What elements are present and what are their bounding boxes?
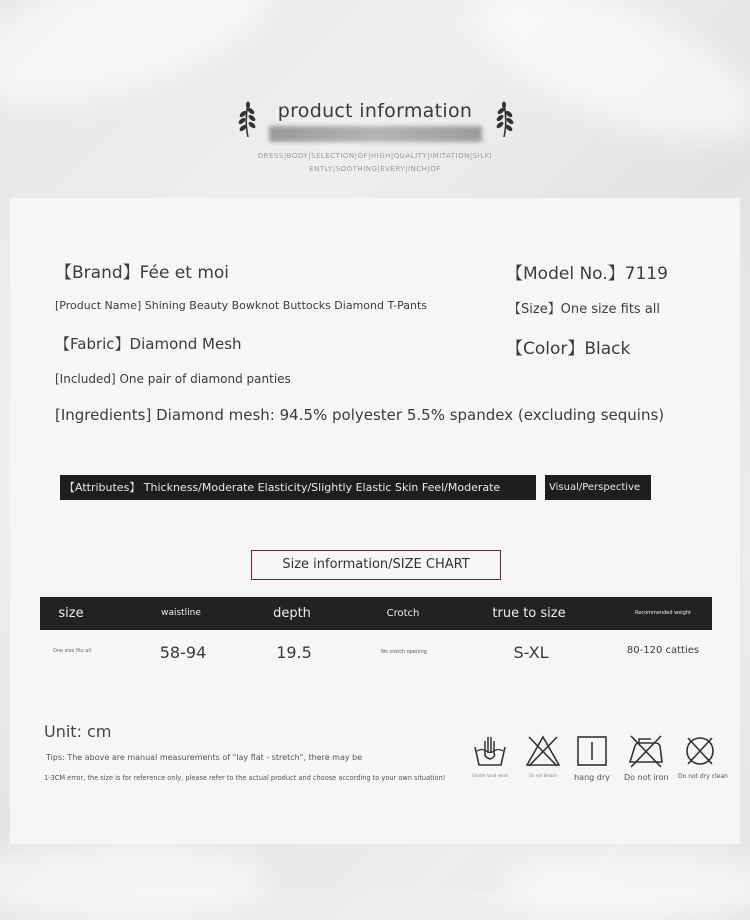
- cell-depth: 19.5: [276, 643, 312, 662]
- cell-crotch: No crotch opening: [381, 649, 427, 655]
- included-text: [Included] One pair of diamond panties: [55, 372, 291, 386]
- do-not-bleach-icon: [525, 733, 561, 769]
- cell-size: One size fits all: [52, 648, 92, 654]
- care-do-not-iron: [624, 733, 668, 782]
- tip-line-1: Tips: The above are manual measurements of "lay flat - stretch", there may be: [46, 753, 363, 762]
- header-depth: depth: [273, 606, 311, 621]
- attributes-text: 【Attributes】 Thickness/Moderate Elasticity/Slightly Elastic Skin Feel/Moderate: [64, 481, 501, 494]
- laurel-right-icon: [494, 100, 516, 138]
- page-title: product information: [277, 100, 473, 122]
- hang-dry-icon: [574, 733, 610, 769]
- size-chart-title: Size information/SIZE CHART: [251, 550, 501, 580]
- care-do-not-bleach: [521, 733, 565, 778]
- attributes-secondary-bar: [545, 475, 651, 500]
- hand-wash-icon: [472, 733, 508, 769]
- care-label-do-not-dry-clean: Do not dry clean: [678, 773, 728, 780]
- cell-true-to-size: S-XL: [513, 643, 549, 662]
- unit-label: Unit: cm: [44, 722, 112, 741]
- color-text: 【Color】Black: [506, 339, 631, 359]
- care-label-do-not-iron: Do not iron: [624, 773, 669, 782]
- size-text: 【Size】One size fits all: [508, 302, 661, 317]
- tip-line-2: 1-3CM error, the size is for reference only, please refer to the actual product and choose according to your own situation!: [44, 774, 446, 782]
- header: [0, 0, 750, 200]
- header-waistline: waistline: [161, 608, 201, 618]
- header-crotch: Crotch: [386, 608, 420, 619]
- care-do-not-dry-clean: [678, 733, 728, 780]
- blurred-subtitle: [269, 126, 482, 142]
- cell-recommended-weight: 80-120 catties: [626, 645, 700, 656]
- product-name-text: [Product Name] Shining Beauty Bowknot Buttocks Diamond T-Pants: [55, 299, 428, 312]
- header-true-to-size: true to size: [492, 606, 566, 621]
- care-label-do-not-bleach: Do not bleach: [529, 773, 557, 778]
- ingredients-text: [Ingredients] Diamond mesh: 94.5% polyester 5.5% spandex (excluding sequins): [55, 406, 665, 424]
- care-hand-wash: [468, 733, 512, 778]
- attributes-bar: [60, 475, 536, 500]
- care-hang-dry: [570, 733, 614, 782]
- tagline-line-1: DRESS|BODY|SELECTION|OF|HIGH|QUALITY|IMITATION|SILKI: [257, 152, 493, 160]
- model-text: 【Model No.】7119: [506, 264, 668, 284]
- fabric-text: 【Fabric】Diamond Mesh: [55, 335, 242, 353]
- size-table-header: [40, 597, 712, 630]
- attributes-secondary-text: Visual/Perspective: [549, 482, 641, 493]
- care-label-hand-wash: Gentle hand wash: [471, 773, 509, 778]
- brand-text: 【Brand】Fée et moi: [55, 263, 230, 283]
- cell-waistline: 58-94: [159, 643, 207, 662]
- do-not-iron-icon: [627, 733, 665, 769]
- do-not-dry-clean-icon: [682, 733, 718, 769]
- header-recommended-weight: Recommended weight: [635, 610, 691, 616]
- care-label-hang-dry: hang dry: [574, 773, 610, 782]
- header-size: size: [58, 606, 84, 621]
- tagline-line-2: ENTLY|SOOTHING|EVERY|INCH|OF: [309, 165, 441, 173]
